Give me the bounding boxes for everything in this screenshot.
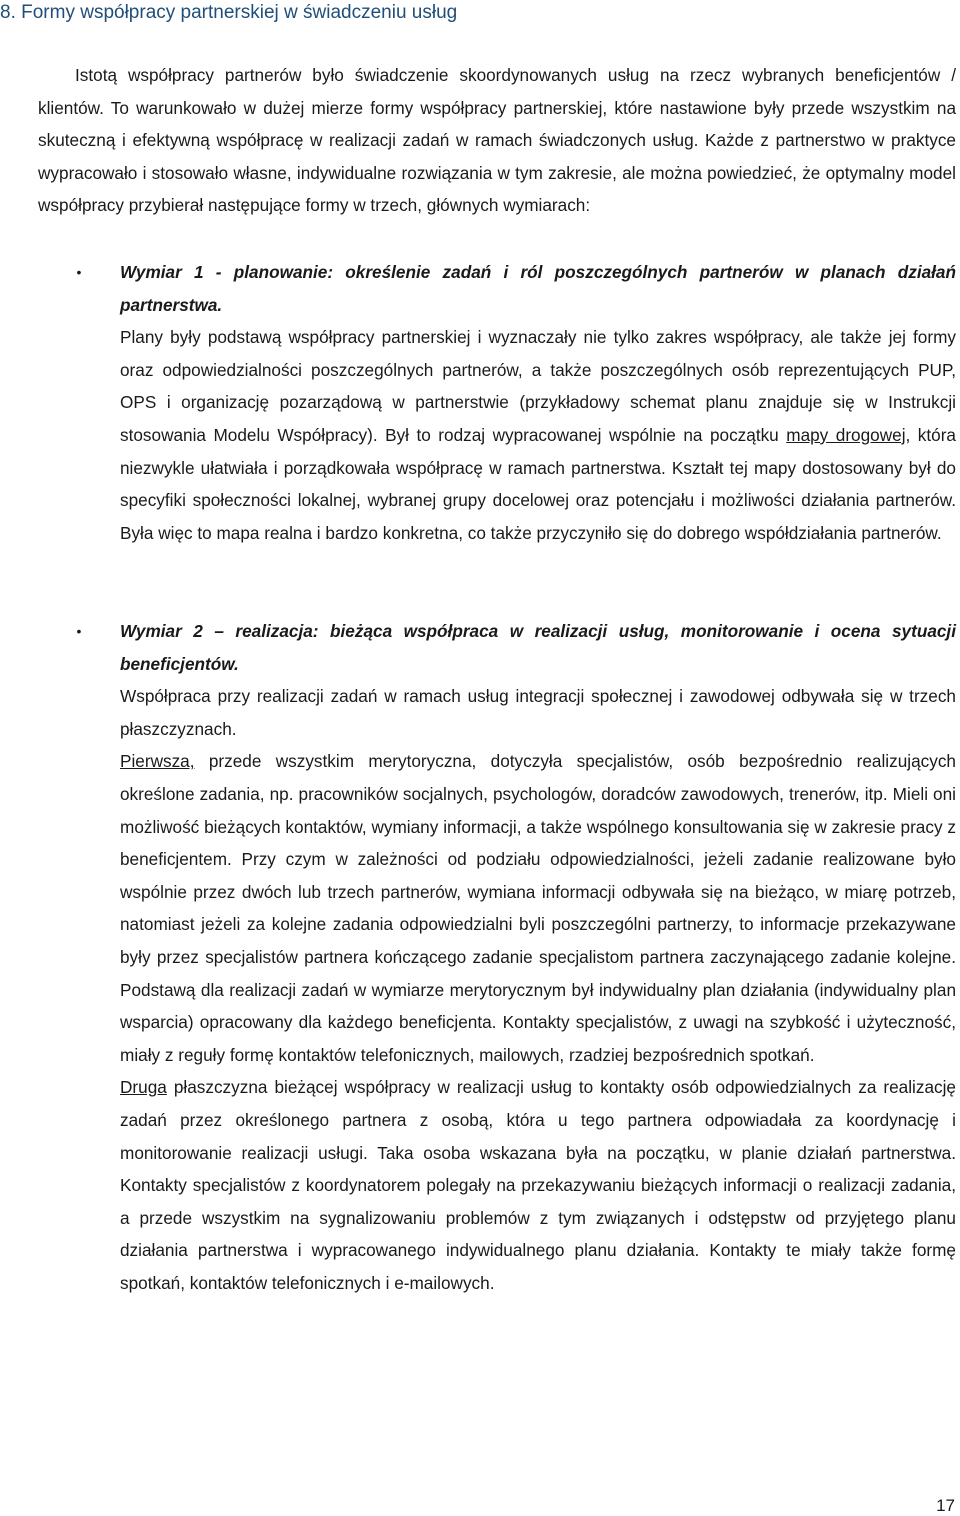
roadmap-term: mapy drogowej	[786, 424, 906, 445]
intro-paragraph: Istotą współpracy partnerów było świadczenie skoordynowanych usług na rzecz wybranych beneficjentów / klientów. To warunkowało w dużej mierze formy współpracy partnerskiej, które nastawione były przede wszystkim na skuteczną i efektywną współpracę w realizacji zadań w ramach świadczonych usług. Każde z partnerstwo w praktyce wypracowało i stosowało własne, indywidualne rozwiązania w tym zakresie, ale można powiedzieć, że optymalny model współpracy przybierał następujące formy w trzech, głównych wymiarach:	[38, 65, 956, 216]
dimension-2-heading: Wymiar 2 – realizacja: bieżąca współpraca w realizacji usług, monitorowanie i ocena sytuacji beneficjentów.	[120, 621, 956, 674]
first-plane-label: Pierwsza,	[120, 751, 195, 772]
section-heading: 8. Formy współpracy partnerskiej w świadczeniu usług	[0, 2, 458, 23]
dimension-1-text-b: , która niezwykle ułatwiała i porządkowała współpracę w ramach partnerstwa. Kształt tej mapy dostosowany był do specyfiki społeczności lokalnej, wybranej grupy docelowej oraz potencjału i możliwości działania partnerów. Była więc to mapa realna i bardzo konkretna, co także przyczyniło się do dobrego współdziałania partnerów.	[120, 424, 956, 543]
first-plane-paragraph	[120, 745, 956, 1071]
first-plane-text: przede wszystkim merytoryczna, dotyczyła specjalistów, osób bezpośrednio realizujących określone zadania, np. pracowników socjalnych, psychologów, doradców zawodowych, trenerów, itp. Mieli oni możliwość bieżących kontaktów, wymiany informacji, a także wspólnego konsultowania się w zakresie pracy z beneficjentem. Przy czym w zależności od podziału odpowiedzialności, jeżeli zadanie realizowane było wspólnie przez dwóch lub trzech partnerów, wymiana informacji odbywała się na bieżąco, w miarę potrzeb, natomiast jeżeli za kolejne zadania odpowiedzialni byli poszczególni partnerzy, to informacje przekazywane były przez specjalistów partnera kończącego zadanie specjalistom partnera zaczynającego zadanie kolejne. Podstawą dla realizacji zadań w wymiarze merytorycznym był indywidualny plan działania (indywidualny plan wsparcia) opracowany dla każdego beneficjenta. Kontakty specjalistów, z uwagi na szybkość i użyteczność, miały z reguły formę kontaktów telefonicznych, mailowych, rzadziej bezpośrednich spotkań.	[120, 751, 956, 1065]
dimension-1-heading: Wymiar 1 - planowanie: określenie zadań i ról poszczególnych partnerów w planach działań partnerstwa.	[120, 262, 956, 315]
page-number: 17	[936, 1496, 955, 1515]
second-plane-label: Druga	[120, 1077, 167, 1098]
dimension-1-text-a: Plany były podstawą współpracy partnerskiej i wyznaczały nie tylko zakres współpracy, ale także jej formy oraz odpowiedzialności poszczególnych partnerów, a także poszczególnych osób reprezentujących PUP, OPS i organizację pozarządową w partnerstwie (przykładowy schemat planu znajduje się w Instrukcji stosowania Modelu Współpracy). Był to rodzaj wypracowanej wspólnie na początku	[120, 327, 956, 445]
second-plane-text: płaszczyzna bieżącej współpracy w realizacji usług to kontakty osób odpowiedzialnych za realizację zadań przez określonego partnera z osobą, która u tego partnera odpowiadała za koordynację i monitorowanie realizacji usługi. Taka osoba wskazana była na początku, w planie działań partnerstwa. Kontakty specjalistów z koordynatorem polegały na przekazywaniu bieżących informacji o realizacji zadania, a przede wszystkim na sygnalizowaniu problemów z tym związanych i odstępstw od przyjętego planu działania partnerstwa i wypracowanego indywidualnego planu działania. Kontakty te miały także formę spotkań, kontaktów telefonicznych i e-mailowych.	[120, 1077, 956, 1293]
dimension-1-paragraph	[120, 321, 956, 549]
dimension-2-intro: Współpraca przy realizacji zadań w ramach usług integracji społecznej i zawodowej odbywała się w trzech płaszczyznach.	[120, 686, 956, 739]
dimension-2-item	[38, 615, 956, 1299]
second-plane-paragraph	[120, 1071, 956, 1299]
bullet-icon: •	[76, 623, 82, 639]
dimension-1-item	[38, 256, 956, 549]
bullet-icon: •	[76, 264, 82, 280]
